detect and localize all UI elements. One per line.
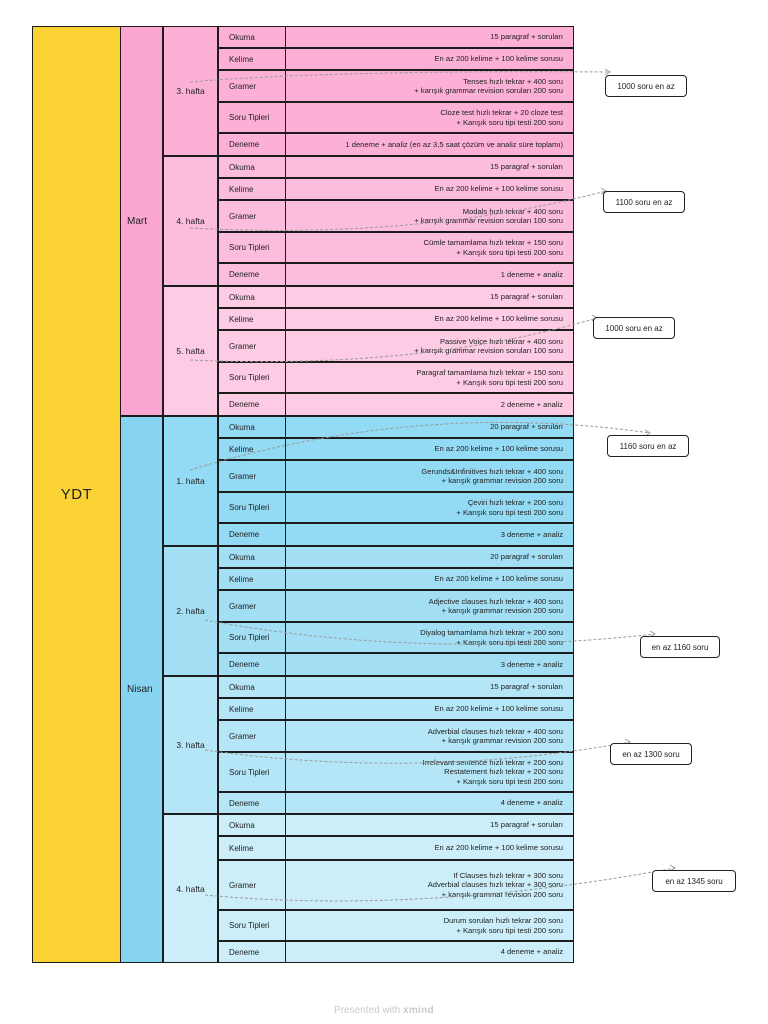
category-node[interactable]: [218, 70, 286, 102]
category-label: Deneme: [229, 140, 260, 149]
category-node[interactable]: [218, 941, 286, 963]
week-label: 2. hafta: [176, 606, 205, 616]
month-node-mart[interactable]: [120, 26, 163, 416]
task-line: 2 deneme + analiz: [500, 399, 563, 409]
category-node[interactable]: [218, 720, 286, 752]
task-line: En az 200 kelime + 100 kelime sorusu: [434, 184, 563, 194]
task-line: + Karışık soru tipi testi 200 soru: [456, 507, 563, 517]
target-callout[interactable]: [607, 435, 689, 457]
target-callout-label: 1100 soru en az: [615, 197, 673, 207]
task-node[interactable]: [285, 133, 574, 156]
category-label: Gramer: [229, 341, 257, 351]
category-node[interactable]: [218, 438, 286, 460]
task-node[interactable]: [285, 814, 574, 836]
task-line: + karışık grammar revision soruları 100 soru: [414, 346, 563, 355]
footer-credit: [0, 1005, 768, 1016]
task-line: + Karışık soru tipi testi 200 soru: [456, 247, 563, 257]
task-line: En az 200 kelime + 100 kelime sorusu: [434, 314, 563, 324]
task-line: Adjective clauses hızlı tekrar + 400 soru: [428, 596, 563, 606]
task-line: + karışık grammar revision 200 soru: [441, 889, 563, 899]
target-callout[interactable]: [605, 75, 687, 97]
category-node[interactable]: [218, 676, 286, 698]
category-label: Kelime: [229, 704, 254, 714]
task-node[interactable]: [285, 720, 574, 752]
task-node[interactable]: [285, 590, 574, 622]
xmind-logo: xmind: [402, 1005, 434, 1016]
category-node[interactable]: [218, 102, 286, 133]
task-line: + karışık grammar revision 200 soru: [441, 476, 563, 485]
category-label: Deneme: [229, 660, 260, 669]
week-label: 5. hafta: [176, 346, 205, 356]
task-line: + Karışık soru tipi testi 200 soru: [456, 637, 563, 647]
task-line: + karışık grammar revision 200 soru: [441, 606, 563, 615]
category-node[interactable]: [218, 546, 286, 568]
task-line: Cloze test hızlı tekrar + 20 cloze test: [440, 108, 563, 118]
week-node[interactable]: [163, 26, 218, 156]
task-node[interactable]: [285, 698, 574, 720]
target-callout[interactable]: [603, 191, 685, 213]
task-line: + Karışık soru tipi testi 200 soru: [456, 925, 563, 935]
task-node[interactable]: [285, 910, 574, 941]
category-node[interactable]: [218, 792, 286, 814]
category-node[interactable]: [218, 836, 286, 860]
category-label: Deneme: [229, 270, 260, 279]
task-line: Diyalog tamamlama hızlı tekrar + 200 soru: [420, 628, 563, 638]
week-node[interactable]: [163, 814, 218, 963]
task-node[interactable]: [285, 941, 574, 963]
category-node[interactable]: [218, 286, 286, 308]
category-label: Soru Tipleri: [229, 921, 270, 930]
task-node[interactable]: [285, 308, 574, 330]
task-node[interactable]: [285, 568, 574, 590]
task-node[interactable]: [285, 263, 574, 286]
task-line: Restatement hızlı tekrar + 200 soru: [444, 767, 563, 777]
category-label: Gramer: [229, 471, 257, 481]
task-node[interactable]: [285, 70, 574, 102]
category-label: Kelime: [229, 444, 254, 454]
task-line: En az 200 kelime + 100 kelime sorusu: [434, 704, 563, 714]
category-node[interactable]: [218, 48, 286, 70]
month-label: Mart: [127, 215, 147, 227]
task-line: + Karışık soru tipi testi 200 soru: [456, 776, 563, 786]
category-label: Soru Tipleri: [229, 503, 270, 512]
task-line: 15 paragraf + soruları: [490, 820, 563, 830]
task-line: Modals hızlı tekrar + 400 soru: [462, 206, 563, 216]
category-node[interactable]: [218, 814, 286, 836]
task-line: Çeviri hızlı tekrar + 200 soru: [467, 498, 563, 508]
task-node[interactable]: [285, 200, 574, 232]
task-line: 15 paragraf + soruları: [490, 32, 563, 42]
task-line: Irrelevant sentence hızlı tekrar + 200 soru: [422, 758, 563, 768]
month-label: Nisan: [127, 684, 153, 695]
task-node[interactable]: [285, 653, 574, 676]
task-node[interactable]: [285, 416, 574, 438]
category-label: Kelime: [229, 184, 254, 194]
category-label: Kelime: [229, 843, 254, 853]
category-label: Okuma: [229, 552, 255, 562]
task-line: 3 deneme + analiz: [500, 529, 563, 539]
category-label: Kelime: [229, 314, 254, 324]
task-node[interactable]: [285, 622, 574, 653]
target-callout-label: en az 1160 soru: [651, 642, 709, 652]
week-node[interactable]: [163, 546, 218, 676]
category-node[interactable]: [218, 308, 286, 330]
target-callout-label: en az 1300 soru: [622, 749, 680, 759]
root-node-ydt[interactable]: [32, 26, 121, 963]
category-node[interactable]: [218, 622, 286, 653]
week-label: 4. hafta: [176, 216, 205, 226]
target-callout-label: 1160 soru en az: [619, 441, 677, 451]
task-line: Cümle tamamlama hızlı tekrar + 150 soru: [423, 238, 563, 248]
category-node[interactable]: [218, 178, 286, 200]
task-line: 15 paragraf + soruları: [490, 162, 563, 172]
task-node[interactable]: [285, 836, 574, 860]
task-node[interactable]: [285, 460, 574, 492]
category-label: Soru Tipleri: [229, 767, 270, 777]
category-label: Gramer: [229, 211, 257, 221]
category-node[interactable]: [218, 653, 286, 676]
category-node[interactable]: [218, 860, 286, 910]
task-node[interactable]: [285, 393, 574, 416]
task-line: + Karışık soru tipi testi 200 soru: [456, 377, 563, 387]
week-label: 4. hafta: [176, 883, 205, 894]
category-label: Soru Tipleri: [229, 373, 270, 382]
category-node[interactable]: [218, 590, 286, 622]
task-line: Gerunds&Infinitives hızlı tekrar + 400 soru: [421, 466, 563, 476]
task-node[interactable]: [285, 438, 574, 460]
category-label: Deneme: [229, 798, 260, 808]
category-node[interactable]: [218, 156, 286, 178]
task-line: 4 deneme + analiz: [500, 947, 563, 957]
category-label: Deneme: [229, 530, 260, 539]
category-node[interactable]: [218, 752, 286, 792]
category-label: Soru Tipleri: [229, 633, 270, 642]
task-line: If Clauses hızlı tekrar + 300 soru: [453, 871, 563, 881]
week-node[interactable]: [163, 156, 218, 286]
category-label: Kelime: [229, 574, 254, 584]
task-node[interactable]: [285, 102, 574, 133]
task-line: 15 paragraf + soruları: [490, 292, 563, 302]
task-node[interactable]: [285, 492, 574, 523]
category-node[interactable]: [218, 263, 286, 286]
week-node[interactable]: [163, 286, 218, 416]
task-line: 3 deneme + analiz: [500, 659, 563, 669]
target-callout-label: 1000 soru en az: [605, 323, 663, 333]
task-node[interactable]: [285, 676, 574, 698]
task-node[interactable]: [285, 48, 574, 70]
category-node[interactable]: [218, 362, 286, 393]
category-label: Okuma: [229, 682, 255, 692]
task-line: 4 deneme + analiz: [500, 798, 563, 808]
category-node[interactable]: [218, 26, 286, 48]
target-callout[interactable]: [652, 870, 736, 892]
root-label: YDT: [60, 486, 93, 503]
target-callout[interactable]: [593, 317, 675, 339]
task-node[interactable]: [285, 330, 574, 362]
task-node[interactable]: [285, 156, 574, 178]
task-line: 20 paragraf + soruları: [490, 552, 563, 562]
category-label: Okuma: [229, 32, 255, 42]
task-line: 1 deneme + analiz: [500, 269, 563, 279]
target-callout-label: 1000 soru en az: [617, 81, 675, 91]
task-line: En az 200 kelime + 100 kelime sorusu: [434, 843, 563, 853]
category-node[interactable]: [218, 910, 286, 941]
footer-prefix: Presented with: [334, 1005, 401, 1016]
category-node[interactable]: [218, 460, 286, 492]
task-line: Adverbial clauses hızlı tekrar + 300 soru: [427, 880, 563, 890]
task-node[interactable]: [285, 362, 574, 393]
target-callout[interactable]: [640, 636, 720, 658]
task-node[interactable]: [285, 178, 574, 200]
target-callout-label: en az 1345 soru: [665, 876, 723, 886]
task-line: + karışık grammar revision soruları 200 soru: [414, 86, 563, 95]
task-node[interactable]: [285, 792, 574, 814]
category-node[interactable]: [218, 523, 286, 546]
task-line: Adverbial clauses hızlı tekrar + 400 soru: [427, 726, 563, 736]
category-label: Kelime: [229, 54, 254, 64]
task-line: Passive Voice hızlı tekrar + 400 soru: [439, 336, 563, 346]
category-label: Gramer: [229, 601, 257, 611]
category-label: Soru Tipleri: [229, 243, 270, 252]
task-line: 20 paragraf + soruları: [490, 422, 563, 432]
task-line: 15 paragraf + soruları: [490, 682, 563, 692]
week-node[interactable]: [163, 416, 218, 546]
category-label: Okuma: [229, 422, 255, 432]
category-label: Gramer: [229, 81, 257, 91]
category-label: Okuma: [229, 820, 255, 830]
task-line: + karışık grammar revision 200 soru: [441, 736, 563, 745]
category-label: Deneme: [229, 947, 260, 957]
target-callout[interactable]: [610, 743, 692, 765]
task-node[interactable]: [285, 26, 574, 48]
category-node[interactable]: [218, 200, 286, 232]
category-node[interactable]: [218, 330, 286, 362]
category-node[interactable]: [218, 568, 286, 590]
category-node[interactable]: [218, 133, 286, 156]
month-node-nisan[interactable]: [120, 416, 163, 963]
category-node[interactable]: [218, 698, 286, 720]
category-node[interactable]: [218, 232, 286, 263]
task-node[interactable]: [285, 860, 574, 910]
task-node[interactable]: [285, 546, 574, 568]
task-line: Durum soruları hızlı tekrar 200 soru: [443, 916, 563, 926]
task-node[interactable]: [285, 286, 574, 308]
task-line: En az 200 kelime + 100 kelime sorusu: [434, 54, 563, 64]
task-node[interactable]: [285, 752, 574, 792]
week-label: 3. hafta: [176, 740, 205, 750]
category-label: Gramer: [229, 880, 257, 890]
task-line: + karışık grammar revision soruları 100 soru: [414, 216, 563, 225]
task-line: Tenses hızlı tekrar + 400 soru: [463, 76, 563, 86]
task-line: En az 200 kelime + 100 kelime sorusu: [434, 444, 563, 454]
week-node[interactable]: [163, 676, 218, 814]
task-line: En az 200 kelime + 100 kelime sorusu: [434, 574, 563, 584]
category-label: Okuma: [229, 162, 255, 172]
category-node[interactable]: [218, 492, 286, 523]
category-node[interactable]: [218, 393, 286, 416]
category-label: Soru Tipleri: [229, 113, 270, 122]
task-node[interactable]: [285, 523, 574, 546]
task-line: Paragraf tamamlama hızlı tekrar + 150 soru: [416, 368, 563, 378]
task-node[interactable]: [285, 232, 574, 263]
week-label: 1. hafta: [176, 476, 205, 486]
task-line: 1 deneme + analiz (en az 3,5 saat çözüm ve analiz süre toplamı): [345, 139, 563, 149]
category-label: Okuma: [229, 292, 255, 302]
category-label: Deneme: [229, 400, 260, 409]
week-label: 3. hafta: [176, 86, 205, 96]
category-node[interactable]: [218, 416, 286, 438]
task-line: + Karışık soru tipi testi 200 soru: [456, 117, 563, 127]
category-label: Gramer: [229, 731, 257, 741]
